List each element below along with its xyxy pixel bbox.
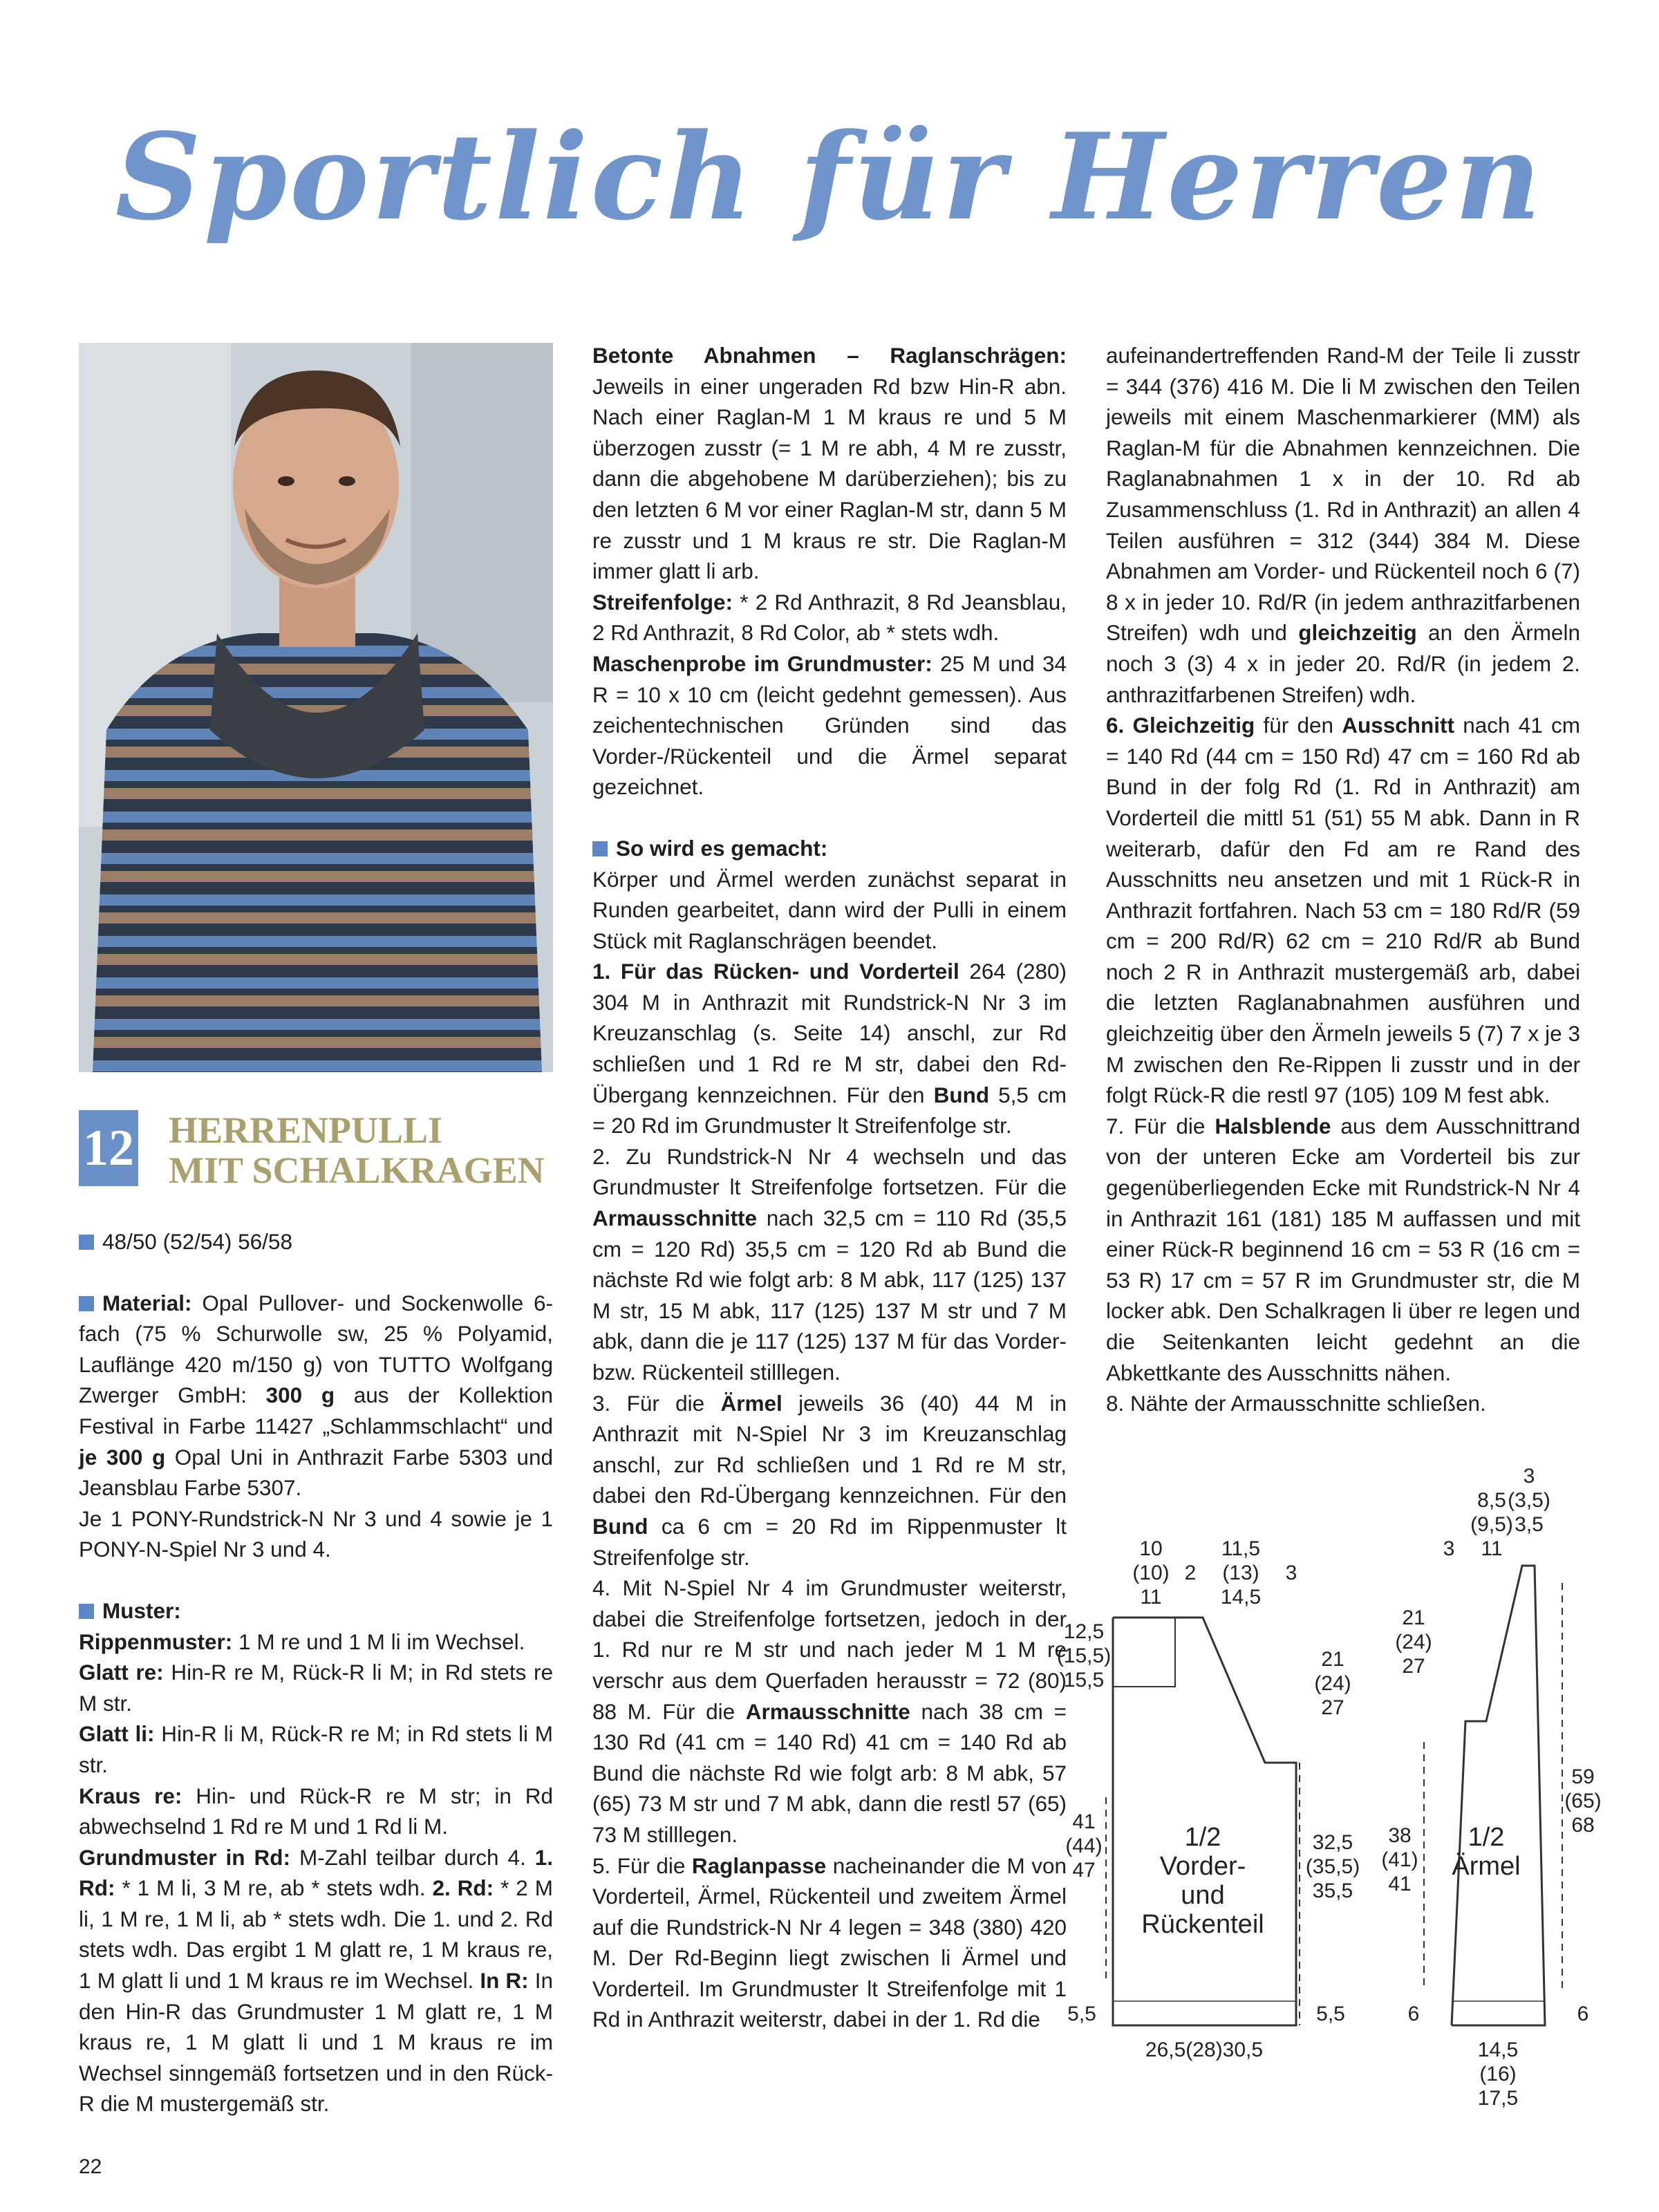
dim-s-top-a1: 8,5: [1477, 1489, 1506, 1512]
body-label-2: Vorder-: [1159, 1852, 1246, 1881]
dim-b-right-a2: (24): [1314, 1672, 1351, 1695]
dim-b-right-a3: 27: [1321, 1696, 1344, 1719]
dim-b-left-a1: 12,5: [1063, 1620, 1105, 1643]
kraus-re: Kraus re: Hin- und Rück-R re M str; in Rd abwechselnd 1 Rd re M und 1 Rd li M.: [79, 1783, 553, 1839]
dim-b-top-2: 2: [1184, 1562, 1197, 1584]
dim-b-top-l3: 11: [1140, 1586, 1162, 1609]
dim-b-width: 26,5(28)30,5: [1145, 2038, 1264, 2061]
dim-s-bund-r: 6: [1577, 2003, 1589, 2025]
step-3: 3. Für die Ärmel jeweils 36 (40) 44 M in Anthrazit mit N-Spiel Nr 3 im Kreuzanschlag anschl, zur Rd schließen und 1 Rd re M str, dabei den Rd-Übergang kennzeichnen. Für den Bund ca 6 cm = 20 Rd im Rippenmuster lt Streifenfolge str.: [592, 1390, 1067, 1570]
sleeve-dash-lines: [1424, 1583, 1562, 1991]
dim-b-top-m2: (13): [1222, 1562, 1259, 1584]
dim-s-right2: (65): [1564, 1790, 1602, 1812]
page-number: 22: [79, 2155, 102, 2178]
dim-b-left-b2: (44): [1065, 1835, 1103, 1857]
step-6: 6. Gleichzeitig für den Ausschnitt nach 41 cm = 140 Rd (44 cm = 150 Rd) 47 cm = 160 Rd ab Bund in der folg Rd (1. Rd in Anthrazit) am Vorderteil die mittl 51 (51) 55 M abk. Dann in R weiterarb, dafür den Fd am re Rand des Ausschnitts neu ansetzen und mit 1 Rück-R in Anthrazit fortfahren. Nach 53 cm = 180 Rd/R (59 cm = 200 Rd/R) 62 cm = 210 Rd/R ab Bund noch 2 R in Anthrazit mustergemäß arb, dabei die letzten Raglanabnahmen ausführen und gleichzeitig über den Ärmeln jeweils 5 (7) 7 x je 3 M zwischen den Re-Rippen li zusstr und in der folgt Rück-R die restl 97 (105) 109 M fest abk.: [1106, 713, 1580, 1108]
model-photo: [79, 343, 553, 1072]
raglan-paragraph: aufeinandertreffenden Rand-M der Teile li zusstr = 344 (376) 416 M. Die li M zwischen den Teilen jeweils mit einem Maschenmarkierer (MM) als Raglan-M für die Abnahmen kennzeichnen. Die Raglanabnahmen 1 x in der 10. Rd ab Zusammenschluss (1. Rd in Anthrazit) an allen 4 Teilen ausführen = 312 (344) 384 M. Diese Abnahmen am Vorder- und Rückenteil noch 6 (7) 8 x in jeder 10. Rd/R (in jedem anthrazitfarbenen Streifen) wdh und gleichzeitig an den Ärmeln noch 3 (3) 4 x in jeder 20. Rd/R (in jedem 2. anthrazitfarbenen Streifen) wdh.: [1106, 343, 1580, 707]
bullet-square-icon: [592, 841, 608, 856]
dim-s-width3: 17,5: [1477, 2087, 1519, 2110]
dim-b-left-a3: 15,5: [1063, 1669, 1105, 1691]
dim-s-width2: (16): [1479, 2063, 1517, 2086]
pattern-header: [79, 1109, 553, 1191]
maschenprobe: Maschenprobe im Grundmuster: 25 M und 34 R = 10 x 10 cm (leicht gedehnt gemessen). Aus zeichentechnischen Gründen sind das Vorder-/Rückenteil und die Ärmel separat gezeichnet.: [592, 650, 1067, 800]
dim-b-top-l2: (10): [1132, 1562, 1170, 1584]
dim-s-right1: 59: [1571, 1765, 1595, 1788]
rippenmuster: Rippenmuster: 1 M re und 1 M li im Wechsel.: [79, 1629, 525, 1654]
page-title: Sportlich für Herren: [115, 106, 1544, 247]
dim-b-left-b3: 47: [1072, 1859, 1096, 1882]
body-label-1: 1/2: [1184, 1823, 1221, 1852]
dim-s-left-b2: (41): [1381, 1848, 1418, 1871]
streifenfolge: Streifenfolge: * 2 Rd Anthrazit, 8 Rd Jeansblau, 2 Rd Anthrazit, 8 Rd Color, ab * stets wdh.: [592, 589, 1067, 646]
step-4: 4. Mit N-Spiel Nr 4 im Grundmuster weiterstr, dabei die Streifenfolge fortsetzen, jedoch in der 1. Rd nur re M str und nach jeder M 1 M re verschr aus dem Querfaden herausstr = 72 (80) 88 M. Für die Armausschnitte nach 38 cm = 130 Rd (41 cm = 140 Rd) 41 cm = 140 Rd ab Bund die nächste Rd wie folgt arb: 8 M abk, 57 (65) 73 M str und 7 M abk, dann die restl 57 (65) 73 M stilllegen.: [592, 1575, 1067, 1847]
step-8: 8. Nähte der Armausschnitte schließen.: [1106, 1391, 1486, 1416]
dim-s-left-a3: 27: [1402, 1655, 1425, 1678]
body-label-4: Rückenteil: [1141, 1910, 1264, 1939]
dim-b-right-a1: 21: [1321, 1648, 1344, 1671]
so-wird-text: Körper und Ärmel werden zunächst separat in Runden gearbeitet, dann wird der Pulli in einem Stück mit Raglanschrägen beendet.: [592, 866, 1067, 953]
step-1: 1. Für das Rücken- und Vorderteil 264 (280) 304 M in Anthrazit mit Rundstrick-N Nr 3 im Kreuzanschlag (s. Seite 14) anschl, zur Rd schließen und 1 Rd re M str, dabei den Rd-Übergang kennzeichnen. Für den Bund 5,5 cm = 20 Rd im Grundmuster lt Streifenfolge str.: [592, 959, 1067, 1138]
betonte-abnahmen: Betonte Abnahmen – Raglanschrägen: Jeweils in einer ungeraden Rd bzw Hin-R abn. Nach einer Raglan-M 1 M kraus re und 5 M überzogen zusstr (= 1 M re abh, 4 M re zusstr, dann die abgehobene M darüberziehen); bis zu den letzten 6 M vor einer Raglan-M str, dann 5 M re zusstr und 1 M kraus re str. Die Raglan-M immer glatt li arb.: [592, 343, 1067, 584]
dim-b-left-b1: 41: [1072, 1810, 1096, 1833]
dim-s-left-a1: 21: [1402, 1606, 1425, 1629]
body-label-3: und: [1181, 1881, 1225, 1910]
dim-s-right3: 68: [1571, 1814, 1595, 1837]
glatt-li: Glatt li: Hin-R li M, Rück-R re M; in Rd stets li M str.: [79, 1721, 553, 1777]
right-column: [1106, 340, 1580, 1419]
dim-b-top-3: 3: [1285, 1562, 1297, 1584]
body-outline: [1113, 1618, 1296, 2025]
dim-s-left-b1: 38: [1388, 1824, 1412, 1847]
dim-s-top-a3: 11: [1481, 1537, 1503, 1560]
dim-b-left-a2: (15,5): [1056, 1644, 1112, 1667]
so-wird-heading: So wird es gemacht:: [592, 833, 1067, 864]
step-7: 7. Für die Halsblende aus dem Ausschnittrand von der unteren Ecke am Vorderteil bis zur gegenüberliegenden Ecke mit Rundstrick-N Nr 4 in Anthrazit 161 (181) 185 M auffassen und mit einer Rück-R beginnend 16 cm = 53 R (16 cm = 53 R) 17 cm = 57 R im Grundmuster str, die M locker abk. Den Schalkragen li über re legen und die Seitenkanten leicht gedehnt an die Abkettkante des Ausschnitts nähen.: [1106, 1113, 1580, 1385]
step-2: 2. Zu Rundstrick-N Nr 4 wechseln und das Grundmuster lt Streifenfolge fortsetzen. Für die Armausschnitte nach 32,5 cm = 110 Rd (35,5 cm = 120 Rd) 35,5 cm = 120 Rd ab Bund die nächste Rd wie folgt arb: 8 M abk, 117 (125) 137 M str, 15 M abk, 117 (125) 137 M str und 7 M abk, dann die je 117 (125) 137 M für das Vorder- bzw. Rückenteil stilllegen.: [592, 1143, 1067, 1385]
pattern-number: 12: [79, 1110, 138, 1186]
pattern-title-line2: MIT SCHALKRAGEN: [169, 1150, 545, 1191]
dim-b-top-l1: 10: [1139, 1537, 1163, 1560]
glatt-re: Glatt re: Hin-R re M, Rück-R li M; in Rd stets re M str.: [79, 1660, 553, 1716]
grundmuster: Grundmuster in Rd: M-Zahl teilbar durch 4. 1. Rd: * 1 M li, 3 M re, ab * stets wdh. 2. Rd: * 2 M li, 1 M re, 1 M li, ab * stets wdh. Die 1. und 2. Rd stets wdh. Das ergibt 1 M glatt re, 1 M kraus re, 1 M glatt li und 1 M kraus re im Wechsel. In R: In den Hin-R das Grundmuster 1 M glatt re, 1 M kraus re, 1 M glatt li und 1 M kraus re im Wechsel sinngemäß fortsetzen und in den Rück-R die M mustergemäß str.: [79, 1844, 553, 2117]
body-dash-lines: [1106, 1618, 1300, 2025]
dim-s-top-3: 3: [1443, 1537, 1455, 1560]
dim-b-right-b1: 32,5: [1312, 1831, 1353, 1854]
sizes: 48/50 (52/54) 56/58: [79, 1226, 553, 1257]
sleeve-label-2: Ärmel: [1452, 1852, 1521, 1881]
muster-heading: Muster:: [79, 1595, 553, 1627]
dim-b-right-b2: (35,5): [1305, 1855, 1360, 1878]
pattern-title-line1: HERRENPULLI: [169, 1109, 443, 1151]
bullet-square-icon: [79, 1604, 94, 1619]
dim-b-right-b3: 35,5: [1312, 1880, 1353, 1902]
sleeve-label-1: 1/2: [1468, 1823, 1505, 1852]
dim-b-bund-l: 5,5: [1067, 2003, 1096, 2025]
dim-s-top-b3: 3,5: [1515, 1513, 1544, 1536]
step-5: 5. Für die Raglanpasse nacheinander die M von Vorderteil, Ärmel, Rückenteil und zweitem Ärmel auf die Rundstrick-N Nr 4 legen = 348 (380) 420 M. Der Rd-Beginn liegt zwischen li Ärmel und Vorderteil. Im Grundmuster lt Streifenfolge mit 1 Rd in Anthrazit weiterstr, dabei in der 1. Rd die: [592, 1853, 1067, 2032]
dim-s-top-a2: (9,5): [1470, 1513, 1513, 1536]
dim-s-bund-l: 6: [1407, 2003, 1420, 2025]
pattern-title: [169, 1110, 545, 1190]
dim-b-top-m3: 14,5: [1220, 1586, 1262, 1609]
material-paragraph: Material: Opal Pullover- und Sockenwolle 6-fach (75 % Schurwolle sw, 25 % Polyamid, Lauflänge 420 m/150 g) von TUTTO Wolfgang Zwerger GmbH: 300 g aus der Kollektion Festival in Farbe 11427 „Schlammschlacht“ und je 300 g Opal Uni in Anthrazit Farbe 5303 und Jeansblau Farbe 5307.: [79, 1290, 553, 1501]
middle-column: [592, 340, 1067, 2035]
dim-s-left-a2: (24): [1395, 1631, 1432, 1653]
dim-s-width1: 14,5: [1477, 2038, 1519, 2061]
left-column: [79, 1226, 553, 2119]
bullet-square-icon: [79, 1296, 94, 1311]
dim-s-top-b2: (3,5): [1508, 1489, 1550, 1512]
dim-s-top-b1: 3: [1523, 1465, 1535, 1488]
dim-s-left-b3: 41: [1388, 1873, 1412, 1895]
dim-b-bund-r: 5,5: [1316, 2003, 1345, 2025]
needles-paragraph: Je 1 PONY-Rundstrick-N Nr 3 und 4 sowie je 1 PONY-N-Spiel Nr 3 und 4.: [79, 1506, 553, 1562]
bullet-square-icon: [79, 1235, 94, 1250]
dim-b-top-m1: 11,5: [1221, 1537, 1261, 1560]
schematic-diagram: [1037, 1452, 1604, 2129]
sleeve-outline: [1452, 1566, 1545, 2025]
